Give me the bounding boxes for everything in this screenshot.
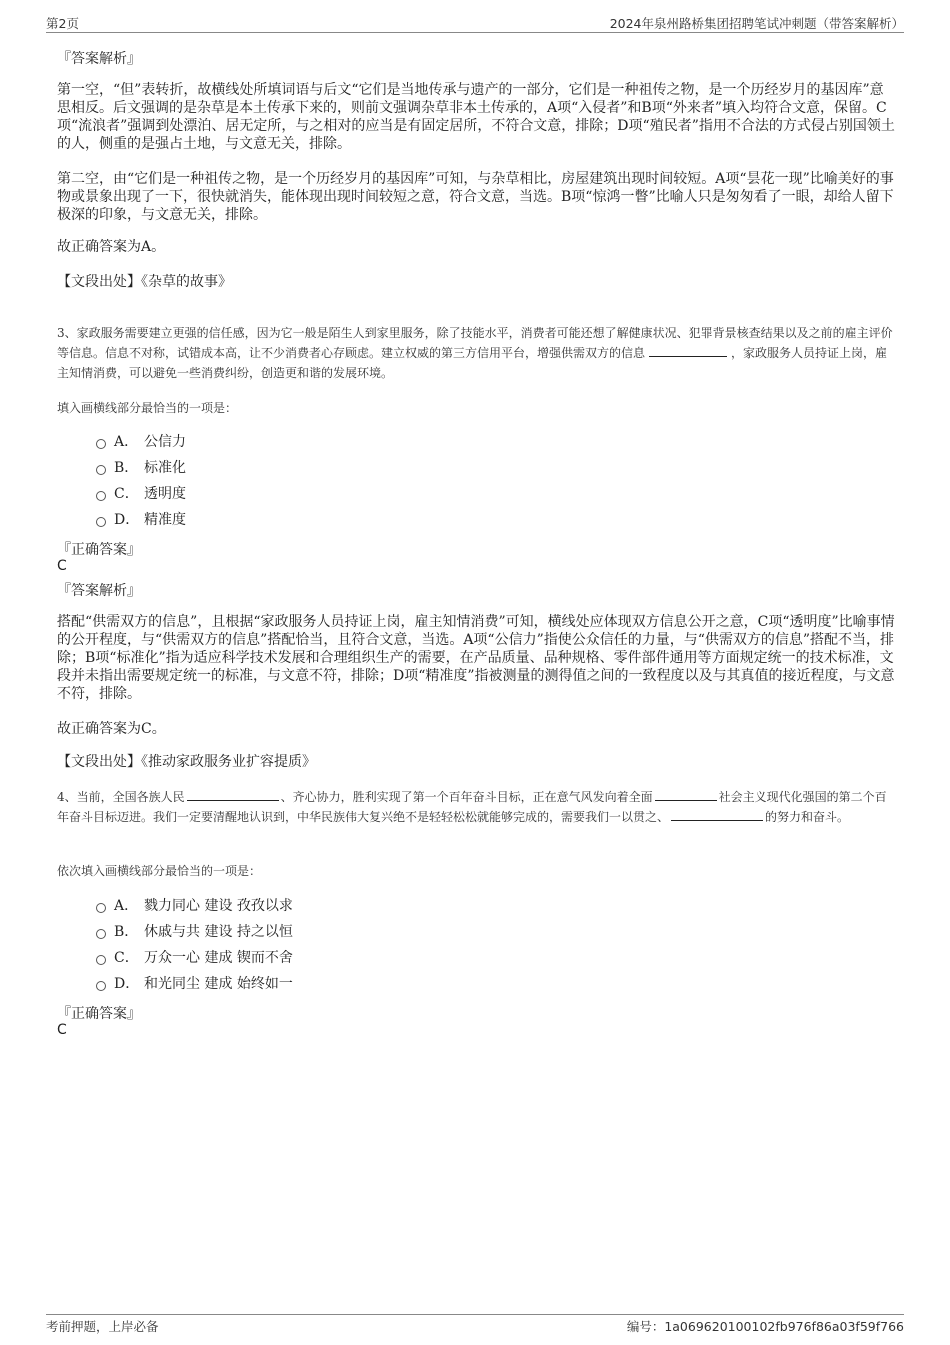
q4-stem — [57, 787, 895, 827]
q3-conclusion: 故正确答案为C。 — [57, 721, 166, 737]
q4-option-c[interactable]: C． 万众一心 建成 锲而不舍 — [96, 948, 293, 968]
q4-correct-label: 『正确答案』 — [57, 1006, 141, 1022]
radio-icon[interactable] — [96, 955, 106, 965]
radio-icon[interactable] — [96, 903, 106, 913]
q2-analysis-para2: 第二空，由“它们是一种祖传之物，是一个历经岁月的基因库”可知，与杂草相比，房屋建筑出现时间较短。A项“昙花一现”比喻美好的事物或景象出现了一下，很快就消失，能体现出现时间较短之意，符合文意，当选。B项“惊鸿一瞥”比喻人只是匆匆看了一眼，却给人留下极深的印象，与文意无关，排除。 — [57, 171, 894, 223]
radio-icon[interactable] — [96, 517, 106, 527]
q3-option-a[interactable]: A． 公信力 — [96, 432, 186, 452]
q4-stem-part1: 4、当前，全国各族人民 — [57, 790, 185, 804]
q3-analysis: 搭配“供需双方的信息”，且根据“家政服务人员持证上岗，雇主知情消费”可知，横线处应体现双方信息公开之意，C项“透明度”比喻事情的公开程度，与“供需双方的信息”搭配恰当，且符合文意，当选。A项“公信力”指使公众信任的力量，与“供需双方的信息”搭配不当，排除；B项“标准化”指为适应科学技术发展和合理组织生产的需要，在产品质量、品种规格、零件部件通用等方面规定统一的技术标准，文段并未指出需要规定统一的标准，与文意不符，排除；D项“精准度”指被测量的测得值之间的一致程度以及与其真值的接近程度，与文意不符，排除。 — [57, 614, 895, 702]
q2-analysis-label: 『答案解析』 — [57, 51, 141, 67]
footer-id: 编号：1a069620100102fb976f86a03f59f766 — [626, 1319, 904, 1334]
radio-icon[interactable] — [96, 465, 106, 475]
q4-option-a[interactable]: A． 戮力同心 建设 孜孜以求 — [96, 896, 293, 916]
radio-icon[interactable] — [96, 981, 106, 991]
q3-prompt: 填入画横线部分最恰当的一项是： — [57, 401, 238, 415]
q3-stem — [57, 323, 895, 383]
radio-icon[interactable] — [96, 929, 106, 939]
q4-correct-answer: C — [57, 1022, 67, 1038]
radio-icon[interactable] — [96, 439, 106, 449]
q4-blank-1 — [187, 788, 279, 801]
q4-blank-2 — [655, 788, 717, 801]
q3-correct-answer: C — [57, 558, 67, 574]
q2-analysis-para1: 第一空，“但”表转折，故横线处所填词语与后文“它们是当地传承与遗产的一部分，它们是一种祖传之物，是一个历经岁月的基因库”意思相反。后文强调的是杂草是本土传承下来的，则前文强调杂草非本土传承的，A项“入侵者”和B项“外来者”填入均符合文意，保留。C项“流浪者”强调到处漂泊、居无定所，与之相对的应当是有固定居所，不符合文意，排除；D项“殖民者”指用不合法的方式侵占别国领土的人，侧重的是强占土地，与文意无关，排除。 — [57, 82, 895, 152]
q3-stem-part2: ，家政服务人员持证上岗，雇主知情消费，可以避免一些消费纠纷，创造更和谐的发展环境。 — [57, 346, 888, 380]
page-footer — [46, 1314, 904, 1335]
q4-stem-part2: 、齐心协力，胜利实现了第一个百年奋斗目标，正在意气风发向着全面 — [280, 790, 653, 804]
q3-stem-part1: 3、家政服务需要建立更强的信任感，因为它一般是陌生人到家里服务，除了技能水平，消费者可能还想了解健康状况、犯罪背景核查结果以及之前的雇主评价等信息。信息不对称，试错成本高，让不少消费者心存顾虑。建立权威的第三方信用平台，增强供需双方的信息 — [57, 326, 893, 360]
q3-source: 【文段出处】《推动家政服务业扩容提质》 — [57, 754, 316, 770]
page-number: 第2页 — [46, 16, 79, 31]
footer-slogan: 考前押题，上岸必备 — [46, 1319, 159, 1334]
q4-option-b[interactable]: B． 休戚与共 建设 持之以恒 — [96, 922, 293, 942]
q4-stem-part4: 的努力和奋斗。 — [765, 810, 850, 824]
q4-stem-part3: 社会主义现代化强国的第二个百年奋斗目标迈进。我们一定要清醒地认识到，中华民族伟大复兴绝不是轻轻松松就能够完成的，需要我们一以贯之、 — [57, 790, 887, 824]
page-header — [46, 14, 904, 33]
q2-source: 【文段出处】《杂草的故事》 — [57, 274, 232, 290]
q3-option-d[interactable]: D． 精准度 — [96, 510, 186, 530]
q4-prompt: 依次填入画横线部分最恰当的一项是： — [57, 864, 262, 878]
q3-option-b[interactable]: B． 标准化 — [96, 458, 186, 478]
q2-conclusion: 故正确答案为A。 — [57, 239, 166, 255]
q3-analysis-label: 『答案解析』 — [57, 583, 141, 599]
q3-blank — [649, 344, 727, 357]
radio-icon[interactable] — [96, 491, 106, 501]
q3-option-c[interactable]: C． 透明度 — [96, 484, 186, 504]
q3-correct-label: 『正确答案』 — [57, 542, 141, 558]
q4-blank-3 — [671, 808, 763, 821]
document-title: 2024年泉州路桥集团招聘笔试冲刺题（带答案解析） — [609, 16, 904, 31]
q4-option-d[interactable]: D． 和光同尘 建成 始终如一 — [96, 974, 293, 994]
